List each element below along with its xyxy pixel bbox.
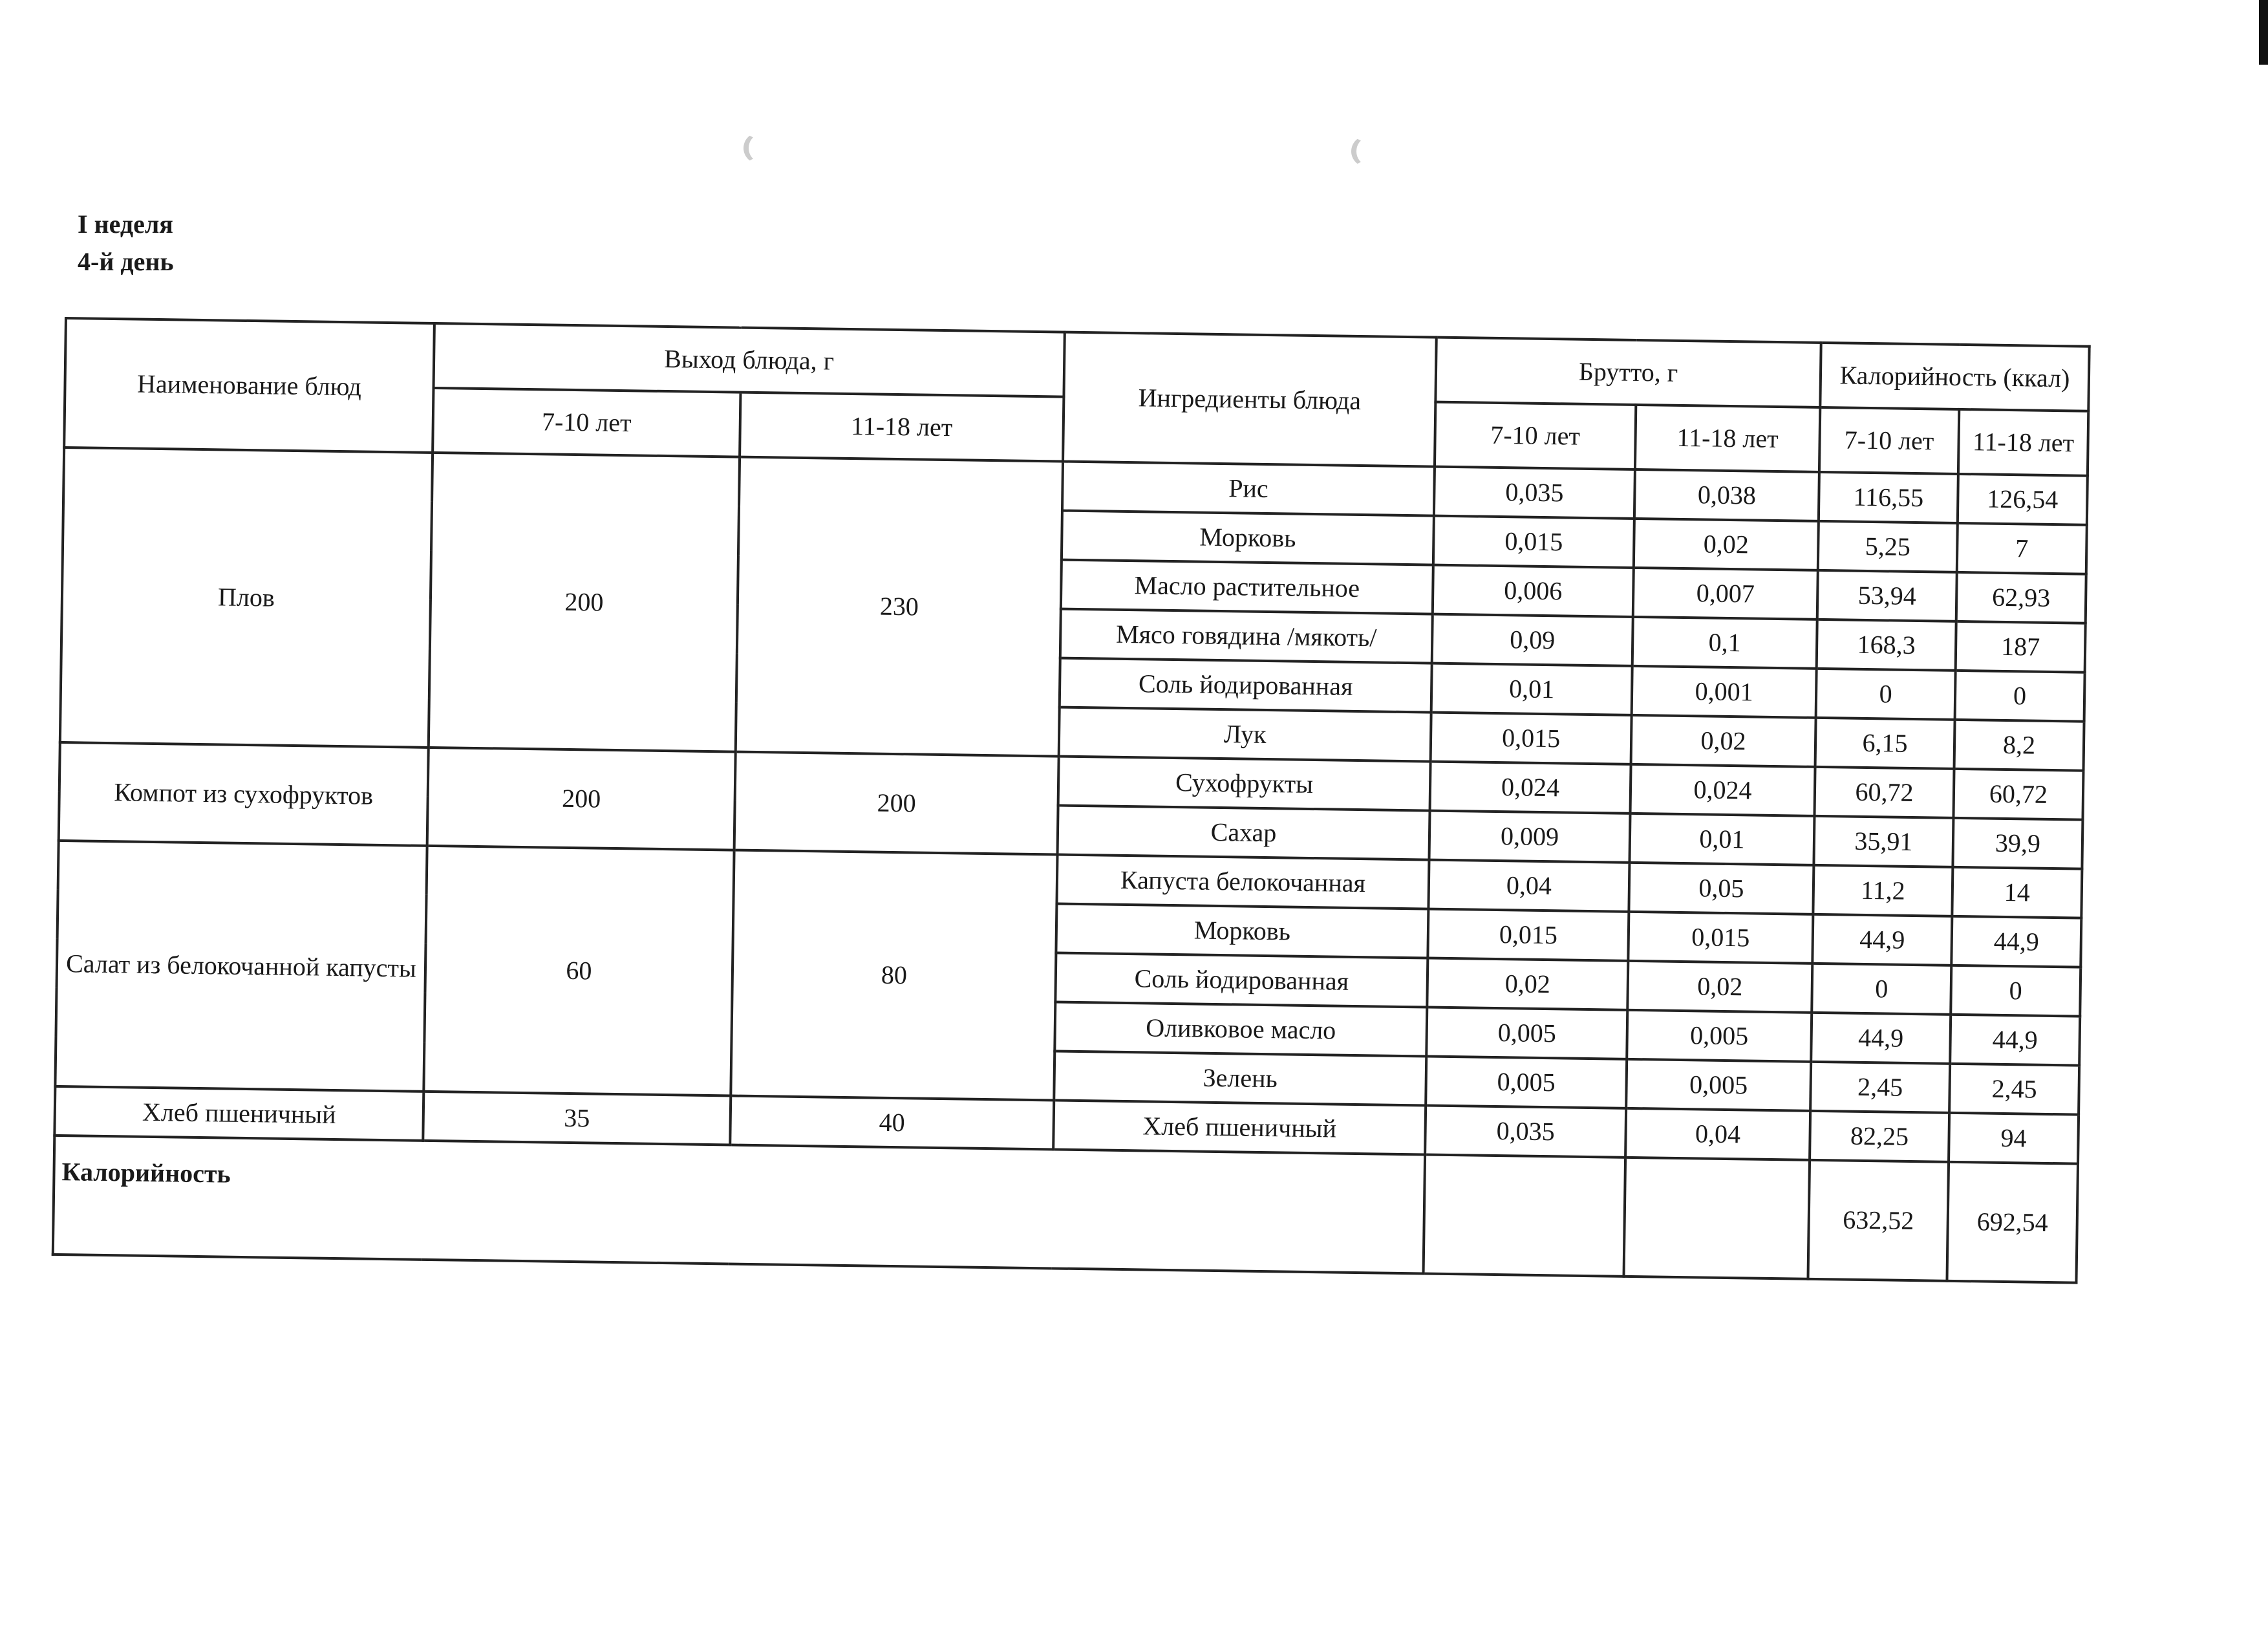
ingredient-name: Соль йодированная bbox=[1060, 658, 1432, 713]
gross-7-10: 0,015 bbox=[1431, 713, 1632, 764]
total-gross-7-10 bbox=[1424, 1155, 1626, 1277]
kcal-7-10: 0 bbox=[1812, 964, 1951, 1015]
kcal-11-18: 0 bbox=[1955, 671, 2085, 722]
dish-name-cell: Хлеб пшеничный bbox=[54, 1086, 423, 1141]
dish-name-cell: Салат из белокочанной капусты bbox=[55, 841, 427, 1092]
dish-yield-7-10: 200 bbox=[427, 748, 736, 850]
kcal-11-18: 7 bbox=[1957, 523, 2087, 574]
header-yield-7-10: 7-10 лет bbox=[433, 388, 740, 457]
kcal-7-10: 82,25 bbox=[1810, 1111, 1949, 1162]
kcal-7-10: 11,2 bbox=[1813, 865, 1952, 916]
kcal-11-18: 94 bbox=[1949, 1113, 2079, 1164]
kcal-7-10: 6,15 bbox=[1815, 718, 1955, 769]
total-kcal-7-10: 632,52 bbox=[1808, 1160, 1949, 1281]
gross-7-10: 0,015 bbox=[1433, 516, 1634, 568]
header-kcal-11-18: 11-18 лет bbox=[1958, 409, 2088, 476]
kcal-7-10: 35,91 bbox=[1813, 816, 1953, 867]
kcal-11-18: 0 bbox=[1951, 965, 2081, 1017]
ingredient-name: Масло растительное bbox=[1061, 560, 1433, 614]
dish-yield-11-18: 230 bbox=[736, 457, 1063, 757]
gross-7-10: 0,006 bbox=[1433, 565, 1634, 617]
dish-name-cell: Плов bbox=[60, 447, 433, 748]
gross-11-18: 0,1 bbox=[1632, 617, 1817, 669]
gross-7-10: 0,035 bbox=[1425, 1106, 1626, 1158]
ingredient-name: Сухофрукты bbox=[1058, 757, 1431, 811]
kcal-11-18: 44,9 bbox=[1950, 1015, 2080, 1066]
menu-table bbox=[52, 317, 2091, 1284]
kcal-11-18: 187 bbox=[1956, 621, 2086, 673]
gross-11-18: 0,007 bbox=[1633, 568, 1818, 620]
gross-11-18: 0,05 bbox=[1629, 863, 1813, 914]
week-label: I неделя bbox=[78, 210, 173, 239]
gross-11-18: 0,038 bbox=[1634, 469, 1819, 521]
gross-7-10: 0,005 bbox=[1426, 1008, 1627, 1059]
dish-name-cell: Компот из сухофруктов bbox=[59, 742, 429, 846]
kcal-7-10: 0 bbox=[1816, 669, 1956, 720]
header-yield-11-18: 11-18 лет bbox=[740, 393, 1064, 462]
total-kcal-11-18: 692,54 bbox=[1947, 1162, 2078, 1283]
document-heading bbox=[78, 206, 174, 281]
gross-11-18: 0,01 bbox=[1629, 814, 1814, 865]
total-label: Калорийность bbox=[53, 1136, 1425, 1274]
gross-7-10: 0,009 bbox=[1429, 811, 1630, 863]
kcal-11-18: 126,54 bbox=[1958, 474, 2088, 525]
header-gross-11-18: 11-18 лет bbox=[1635, 405, 1820, 472]
gross-11-18: 0,015 bbox=[1628, 912, 1813, 964]
ingredient-name: Лук bbox=[1059, 707, 1431, 762]
kcal-7-10: 60,72 bbox=[1814, 767, 1954, 818]
header-gross-7-10: 7-10 лет bbox=[1435, 402, 1636, 469]
gross-11-18: 0,04 bbox=[1625, 1108, 1810, 1160]
dish-yield-7-10: 200 bbox=[429, 453, 740, 752]
header-dish-name: Наименование блюд bbox=[64, 318, 434, 453]
menu-table-body bbox=[54, 447, 2088, 1164]
kcal-7-10: 44,9 bbox=[1811, 1013, 1951, 1064]
kcal-11-18: 14 bbox=[1952, 867, 2082, 918]
header-gross: Брутто, г bbox=[1435, 338, 1821, 407]
dish-yield-7-10: 60 bbox=[423, 846, 734, 1096]
ingredient-name: Сахар bbox=[1058, 806, 1430, 860]
gross-11-18: 0,005 bbox=[1626, 1059, 1811, 1111]
total-gross-11-18 bbox=[1624, 1158, 1810, 1279]
kcal-11-18: 60,72 bbox=[1953, 769, 2083, 820]
dish-yield-7-10: 35 bbox=[423, 1092, 731, 1145]
day-label: 4-й день bbox=[78, 247, 174, 276]
scan-smudge bbox=[1351, 136, 1382, 167]
kcal-11-18: 44,9 bbox=[1951, 916, 2081, 967]
header-calories: Калорийность (ккал) bbox=[1820, 343, 2089, 411]
kcal-7-10: 116,55 bbox=[1819, 472, 1958, 523]
kcal-7-10: 2,45 bbox=[1810, 1062, 1950, 1113]
ingredient-name: Мясо говядина /мякоть/ bbox=[1060, 609, 1433, 663]
kcal-7-10: 168,3 bbox=[1817, 620, 1956, 671]
ingredient-name: Хлеб пшеничный bbox=[1053, 1100, 1426, 1154]
kcal-11-18: 39,9 bbox=[1952, 818, 2082, 869]
gross-11-18: 0,02 bbox=[1634, 519, 1819, 570]
gross-7-10: 0,024 bbox=[1430, 762, 1631, 814]
header-ingredients: Ингредиенты блюда bbox=[1063, 332, 1437, 467]
kcal-7-10: 5,25 bbox=[1818, 521, 1958, 572]
gross-7-10: 0,035 bbox=[1434, 467, 1635, 519]
kcal-11-18: 62,93 bbox=[1956, 572, 2086, 623]
gross-7-10: 0,04 bbox=[1428, 860, 1629, 912]
scan-smudge bbox=[744, 133, 775, 164]
dish-yield-11-18: 80 bbox=[731, 850, 1057, 1101]
gross-11-18: 0,005 bbox=[1627, 1010, 1812, 1062]
scan-edge-mark bbox=[2259, 0, 2268, 65]
header-yield: Выход блюда, г bbox=[434, 323, 1065, 397]
dish-yield-11-18: 200 bbox=[734, 752, 1059, 855]
gross-11-18: 0,02 bbox=[1627, 961, 1812, 1013]
gross-7-10: 0,005 bbox=[1426, 1057, 1627, 1108]
ingredient-name: Соль йодированная bbox=[1055, 953, 1428, 1008]
ingredient-name: Зелень bbox=[1054, 1051, 1426, 1105]
gross-11-18: 0,024 bbox=[1631, 764, 1815, 816]
ingredient-name: Морковь bbox=[1056, 904, 1428, 958]
dish-yield-11-18: 40 bbox=[730, 1096, 1054, 1150]
ingredient-name: Оливковое масло bbox=[1054, 1002, 1427, 1056]
kcal-11-18: 2,45 bbox=[1949, 1064, 2079, 1115]
gross-7-10: 0,09 bbox=[1432, 614, 1633, 666]
kcal-7-10: 44,9 bbox=[1812, 914, 1952, 965]
menu-table-wrapper bbox=[52, 317, 2091, 1284]
ingredient-name: Рис bbox=[1062, 462, 1435, 516]
gross-7-10: 0,01 bbox=[1431, 663, 1632, 715]
kcal-11-18: 8,2 bbox=[1954, 720, 2084, 771]
gross-11-18: 0,001 bbox=[1632, 666, 1817, 718]
header-kcal-7-10: 7-10 лет bbox=[1819, 407, 1959, 474]
kcal-7-10: 53,94 bbox=[1817, 570, 1957, 621]
ingredient-name: Капуста белокочанная bbox=[1056, 855, 1429, 909]
gross-11-18: 0,02 bbox=[1631, 715, 1816, 767]
gross-7-10: 0,02 bbox=[1427, 958, 1628, 1010]
ingredient-name: Морковь bbox=[1062, 511, 1434, 565]
gross-7-10: 0,015 bbox=[1428, 909, 1629, 961]
